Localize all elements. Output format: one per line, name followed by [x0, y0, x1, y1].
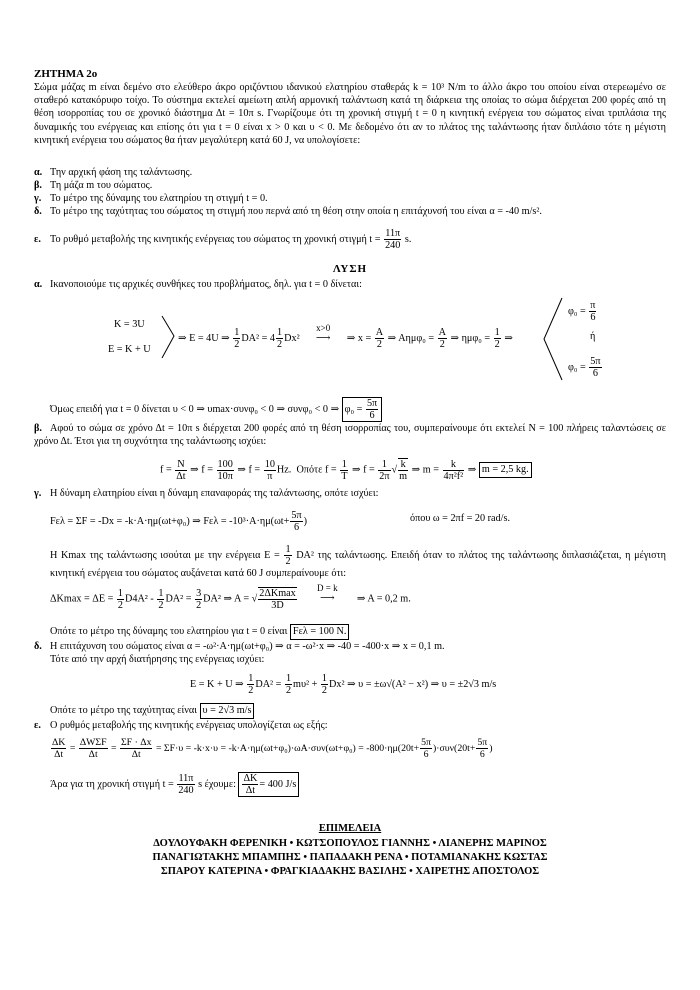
phi-option-1: φ₀ = $\frac{\pi}{6}$ — [568, 300, 596, 323]
solution-e-intro: ε. Ο ρυθμός μεταβολής της κινητικής ενέργειας υπολογίζεται ως εξής: — [34, 720, 328, 731]
eq-energy-conservation: E = K + U ⇒ $\frac{1}{2}$ DA² = $\frac{1}{2}$ mυ² + $\frac{1}{2}$ Dx² ⇒ υ = ±ω√(A² − x²) ⇒ υ = ±2√3 m/s — [190, 673, 497, 696]
eq-frequency: f = $\frac{N}{\Delta t}$ ⇒ f = $\frac{100}{10\pi}$ ⇒ f = $\frac{10}{\pi}$ Hz. Οπότε f = $\frac{1}{T}$ ⇒ f = $\frac{1}{2\pi}$ √ $\frac{k}{m}$ ⇒ m = $\frac{k}{\text{4π²f²}}$ ⇒ m = 2,5 kg. — [160, 458, 532, 482]
eq-ekU: E = K + U — [108, 344, 151, 355]
omega-value: όπου ω = 2πf = 20 rad/s. — [410, 513, 511, 524]
question-text: Τη μάζα m του σώματος. — [50, 180, 153, 191]
time-fraction: $\frac{11\pi}{240}$ — [385, 228, 401, 251]
force-conclusion: Οπότε το μέτρο της δύναμης του ελατηρίου για t = 0 είναι Fελ = 100 N. — [50, 624, 349, 640]
eq-power: $\frac{\Delta K}{\Delta t}$ = $\frac{\text{ΔWΣF}}{\Delta t}$ = $\frac{\Sigma F \cdot \Delta x}{\Delta t}$ = ΣF·υ = -k·x·υ = -k·A·ημ(ωt+φ₀)·ωA·συν(ωt+φ₀) = -800·ημ(20t+ $\frac{5\pi}{6}$ )·συν(20t+ $\frac{5\pi}{6}$ ) — [52, 737, 493, 760]
question-text: Το μέτρο της ταχύτητας του σώματος τη στιγμή που περνά από τη θέση στην οποία η επιτάχυνσή του είναι α = -40 m/s². — [50, 206, 542, 217]
solution-b-intro: β. Αφού το σώμα σε χρόνο Δt = 10π s διέρχεται 200 φορές από τη θέση ισορροπίας του, συμπεραίνουμε ότι εκτελεί N = 100 πλήρεις ταλαντώσεις σε χρόνο Δt. Έτσι για τη συχνότητα της ταλάντωσης ισχύει: — [34, 423, 666, 448]
question-label: γ. — [34, 193, 42, 204]
question-label: ε. — [34, 233, 41, 245]
question-d — [34, 205, 666, 218]
phi-option-2: φ₀ = $\frac{5\pi}{6}$ — [568, 356, 601, 379]
solution-a-intro: α. Ικανοποιούμε τις αρχικές συνθήκες του προβλήματος, δηλ. για t = 0 δίνεται: — [34, 279, 362, 290]
eq-delta-k: ΔKmax = ΔE = $\frac{1}{2}$ D4A² - $\frac{1}{2}$ DA² = $\frac{3}{2}$ DA² ⇒ A = √ $\frac{2\Delta Kmax}{3D}$ D = k ⟶ ⇒ A = 0,2 m. — [50, 583, 411, 611]
question-label: α. — [34, 167, 43, 178]
answer-velocity-box: υ = 2√3 m/s — [200, 703, 255, 719]
credits-line-2: ΠΑΝΑΓΙΩΤΑΚΗΣ ΜΠΑΜΠΗΣ • ΠΑΠΑΔΑΚΗ ΡΕΝΑ • ΠΟΤΑΜΙΑΝΑΚΗΣ ΚΩΣΤΑΣ — [152, 852, 548, 863]
question-text: Το μέτρο της δύναμης του ελατηρίου τη στιγμή t = 0. — [50, 193, 268, 204]
velocity-conclusion: Οπότε το μέτρο της ταχύτητας είναι υ = 2√3 m/s — [50, 703, 254, 719]
eq-energy-chain: ⇒ E = 4U ⇒ $\frac{1}{2}$ DA² = 4 $\frac{1}{2}$ Dx² x>0 ⟶ ⇒ x = $\frac{A}{2}$ ⇒ Aημφ₀ = $\frac{A}{2}$ ⇒ ημφ₀ = $\frac{1}{2}$ ⇒ — [178, 322, 513, 350]
substitution-arrow: D = k ⟶ — [317, 583, 338, 605]
credits-line-3: ΣΠΑΡΟΥ ΚΑΤΕΡΙΝΑ • ΦΡΑΓΚΙΑΔΑΚΗΣ ΒΑΣΙΛΗΣ • ΧΑΙΡΕΤΗΣ ΑΠΟΣΤΟΛΟΣ — [160, 866, 540, 877]
credits-line-1: ΔΟΥΛΟΥΦΑΚΗ ΦΕΡΕΝΙΚΗ • ΚΩΤΣΟΠΟΥΛΟΣ ΓΙΑΝΝΗΣ • ΛΙΑΝΕΡΗΣ ΜΑΡΙΝΟΣ — [153, 838, 547, 849]
question-b — [34, 179, 666, 192]
phase-conclusion: Όμως επειδή για t = 0 δίνεται υ < 0 ⇒ υmax·συνφ₀ < 0 ⇒ συνφ₀ < 0 ⇒ φ₀ = $\frac{5\pi}{6}$ — [50, 397, 382, 422]
energy-conservation-text: Τότε από την αρχή διατήρησης της ενέργειας ισχύει: — [50, 654, 265, 665]
credits-heading: ΕΠΙΜΕΛΕΙΑ — [318, 823, 382, 834]
question-label: δ. — [34, 206, 42, 217]
question-text: Την αρχική φάση της ταλάντωσης. — [50, 167, 193, 178]
time-unit: s. — [404, 233, 412, 245]
question-label: β. — [34, 180, 42, 191]
solution-d-intro: δ. Η επιτάχυνση του σώματος είναι α = -ω²·A·ημ(ωt+φ₀) ⇒ α = -ω²·x ⇒ -40 = -400·x ⇒ x = 0,1 m. — [34, 641, 445, 652]
question-a — [34, 166, 666, 179]
kmax-paragraph: Η Kmax της ταλάντωσης ισούται με την ενέργεια E = $\frac{1}{2}$ DA² της ταλάντωσης. Επειδή όταν το πλάτος της ταλάντωσης διπλασιάζεται, η μέγιστη κινητική ενέργεια του σώματος αυξάνεται κατά 60 J συμπεραίνουμε ότι: — [50, 544, 666, 579]
question-e — [34, 228, 666, 251]
answer-power-box: $\frac{\Delta K}{\Delta t}$ = 400 J/s — [238, 772, 299, 797]
problem-statement: Σώμα μάζας m είναι δεμένο στο ελεύθερο άκρο οριζόντιου ιδανικού ελατηρίου σταθεράς k = 10³ N/m το άλλο άκρο του οποίου είναι στερεωμένο σε σταθερό κατακόρυφο τοίχο. Το σύστημα εκτελεί αμείωτη απλή αρμονική ταλάντωση κατά τη διάρκεια της οποίας το σώμα διέρχεται 200 φορές από τη θέση ισορροπίας του σε χρονικό διάστημα Δt = 10π s. Γνωρίζουμε ότι τη χρονική στιγμή t = 0 η κινητική ενέργεια του σώματος είναι τριπλάσια της δυναμικής του ενέργειας και επίσης ότι για t = 0 είναι x > 0 και υ < 0. Με δεδομένο ότι αν το πλάτος της ταλάντωσης ήταν διπλάσιο τότε η μέγιστη κινητική ενέργεια του σώματος θα ήταν μεγαλύτερη κατά 60 J, να υπολογίσετε: — [34, 82, 666, 146]
answer-force-box: Fελ = 100 N. — [290, 624, 349, 640]
question-text: Το ρυθμό μεταβολής της κινητικής ενέργειας του σώματος τη χρονική στιγμή t = — [50, 233, 381, 245]
eq-spring-force: Fελ = ΣF = -Dx = -k·A·ημ(ωt+φ₀) ⇒ Fελ = -10³·A·ημ(ωt+ $\frac{5\pi}{6}$ ) — [50, 510, 308, 533]
or-text: ή — [590, 331, 596, 342]
split-brace — [540, 296, 566, 382]
answer-mass-box: m = 2,5 kg. — [479, 462, 532, 478]
power-conclusion: Άρα για τη χρονική στιγμή t = $\frac{11\pi}{240}$ s έχουμε: $\frac{\Delta K}{\Delta t}$ = 400 J/s — [50, 772, 299, 797]
condition-arrow: x>0 ⟶ — [315, 322, 331, 344]
solution-heading: ΛΥΣΗ — [332, 263, 368, 275]
problem-title: ΖΗΤΗΜΑ 2ο — [34, 68, 98, 80]
question-c — [34, 192, 666, 205]
brace-arrow — [160, 314, 180, 360]
solution-c-intro: γ. Η δύναμη ελατηρίου είναι η δύναμη επαναφοράς της ταλάντωσης, οπότε ισχύει: — [34, 488, 379, 499]
answer-phase-box: φ₀ = $\frac{5\pi}{6}$ — [342, 397, 383, 422]
eq-k3u: K = 3U — [114, 319, 145, 330]
